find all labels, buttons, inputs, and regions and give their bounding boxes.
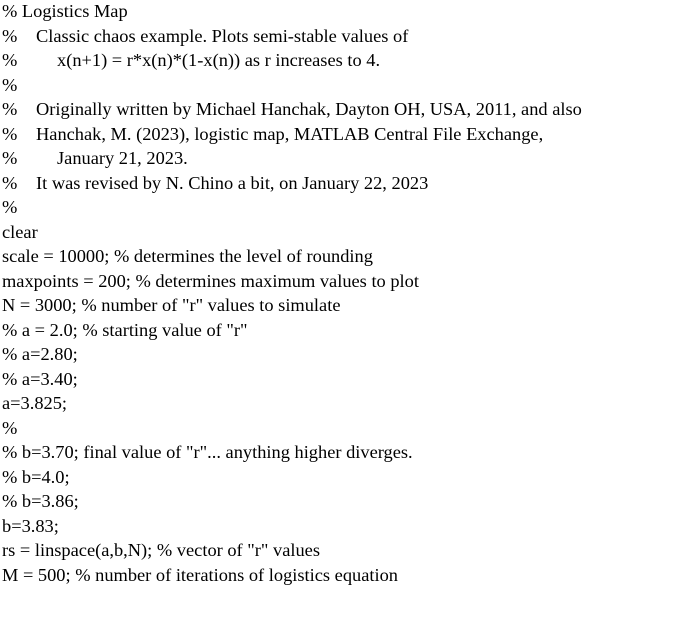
code-line [0,294,341,316]
comment-marker: % [2,172,18,193]
code-line-text: a=3.825; [2,393,68,413]
code-line [0,441,413,463]
code-line-text: % a=2.80; [2,344,78,364]
code-line [0,270,419,292]
code-line [0,147,188,169]
code-line-text: % b=3.86; [2,491,79,511]
code-line [0,490,79,512]
code-line [0,539,320,561]
code-line [0,25,409,47]
code-line [0,196,18,218]
comment-text: Classic chaos example. Plots semi-stable values of [36,25,409,46]
comment-marker: % [2,417,18,438]
code-line-text: scale = 10000; % determines the level of rounding [2,246,373,266]
comment-marker: % [2,123,18,144]
comment-text: January 21, 2023. [57,148,188,168]
code-line-text: % a = 2.0; % starting value of "r" [2,319,248,340]
code-line [0,343,78,365]
code-line [0,123,544,145]
code-line-text: % b=4.0; [2,466,70,487]
code-line-text: % a=3.40; [2,368,78,389]
code-line-text: M = 500; % number of iterations of logistics equation [2,564,399,585]
comment-text: x(n+1) = r*x(n)*(1-x(n)) as r increases to 4. [57,50,381,70]
comment-marker: % [2,148,18,168]
code-line-text: % b=3.70; final value of "r"... anything higher diverges. [2,442,413,462]
code-line-text: N = 3000; % number of "r" values to simulate [2,295,341,315]
code-line [0,564,399,586]
comment-marker: % [2,197,18,217]
code-line-text: b=3.83; [2,515,59,536]
code-line [0,98,582,120]
code-line-text: maxpoints = 200; % determines maximum values to plot [2,270,419,291]
code-line [0,368,78,390]
code-line [0,319,248,341]
code-line [0,417,18,439]
code-line-text: % Logistics Map [2,1,128,21]
code-line [0,49,381,71]
code-line [0,221,38,243]
code-line [0,392,68,414]
code-line [0,466,70,488]
comment-marker: % [2,74,18,95]
comment-text: Hanchak, M. (2023), logistic map, MATLAB Central File Exchange, [36,123,544,144]
comment-marker: % [2,99,18,119]
comment-marker: % [2,25,18,46]
code-line-text: clear [2,221,38,242]
code-line [0,245,373,267]
code-line [0,0,128,22]
code-line-text: rs = linspace(a,b,N); % vector of "r" values [2,540,320,560]
code-line [0,515,59,537]
code-line [0,74,18,96]
comment-marker: % [2,50,18,70]
code-line [0,172,429,194]
comment-text: Originally written by Michael Hanchak, Dayton OH, USA, 2011, and also [36,99,582,119]
comment-text: It was revised by N. Chino a bit, on January 22, 2023 [36,172,429,193]
